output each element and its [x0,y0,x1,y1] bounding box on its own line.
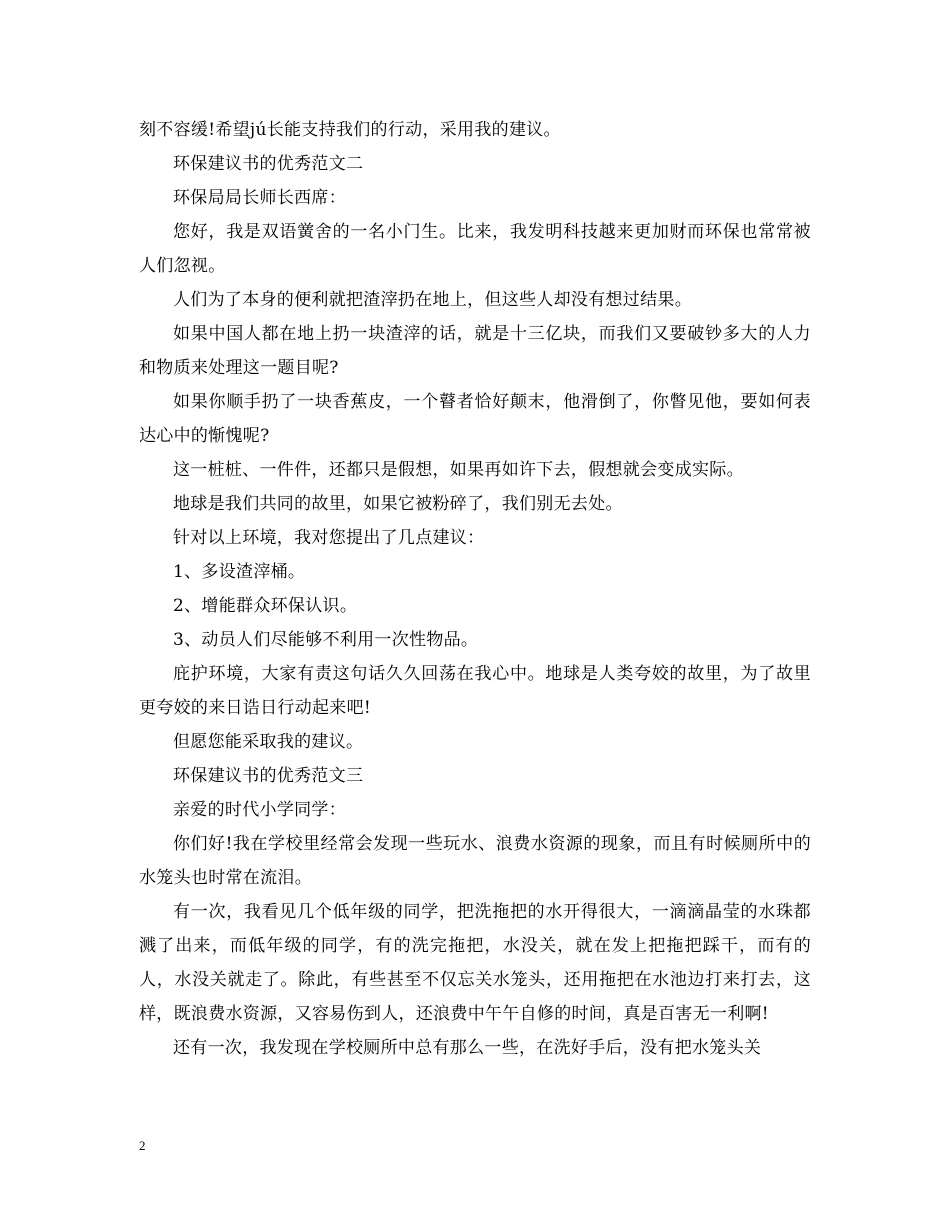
list-item: 1、多设渣滓桶。 [173,562,306,582]
paragraph: 地球是我们共同的故里，如果它被粉碎了，我们别无去处。 [173,494,623,514]
document-body [139,113,811,1065]
list-item: 2、增能群众环保认识。 [173,596,358,616]
paragraph: 庇护环境，大家有责这句话久久回荡在我心中。地球是人类夸姣的故里，为了故里更夸姣的来日诰日行动起来吧! [139,664,811,718]
section-heading: 环保建议书的优秀范文二 [173,154,364,174]
list-item: 3、动员人们尽能够不利用一次性物品。 [173,630,479,650]
paragraph: 刻不容缓!希望jú长能支持我们的行动，采用我的建议。 [139,120,561,140]
salutation: 环保局局长师长西席： [173,188,346,208]
paragraph: 但愿您能采取我的建议。 [173,732,364,752]
paragraph: 还有一次，我发现在学校厕所中总有那么一些，在洗好手后，没有把水笼头关 [173,1038,762,1058]
salutation: 亲爱的时代小学同学： [173,800,346,820]
paragraph: 你们好!我在学校里经常会发现一些玩水、浪费水资源的现象，而且有时候厕所中的水笼头也时常在流泪。 [139,834,811,888]
paragraph: 如果中国人都在地上扔一块渣滓的话，就是十三亿块，而我们又要破钞多大的人力和物质来处理这一题目呢? [139,324,811,378]
page-number: 2 [139,1138,146,1153]
section-heading: 环保建议书的优秀范文三 [173,766,364,786]
paragraph: 人们为了本身的便利就把渣滓扔在地上，但这些人却没有想过结果。 [173,290,692,310]
paragraph: 有一次，我看见几个低年级的同学，把洗拖把的水开得很大，一滴滴晶莹的水珠都溅了出来，而低年级的同学，有的洗完拖把，水没关，就在发上把拖把踩干，而有的人，水没关就走了。除此，有些甚至不仅忘关水笼头，还用拖把在水池边打来打去，这样，既浪费水资源，又容易伤到人，还浪费中午午自修的时间，真是百害无一利啊! [139,902,811,1024]
paragraph: 如果你顺手扔了一块香蕉皮，一个瞽者恰好颠末，他滑倒了，你瞥见他，要如何表达心中的惭愧呢? [139,392,811,446]
paragraph: 针对以上环境，我对您提出了几点建议： [173,528,485,548]
paragraph: 这一桩桩、一件件，还都只是假想，如果再如许下去，假想就会变成实际。 [173,460,744,480]
paragraph: 您好，我是双语黉舍的一名小门生。比来，我发明科技越来更加财而环保也常常被人们忽视。 [139,222,811,276]
